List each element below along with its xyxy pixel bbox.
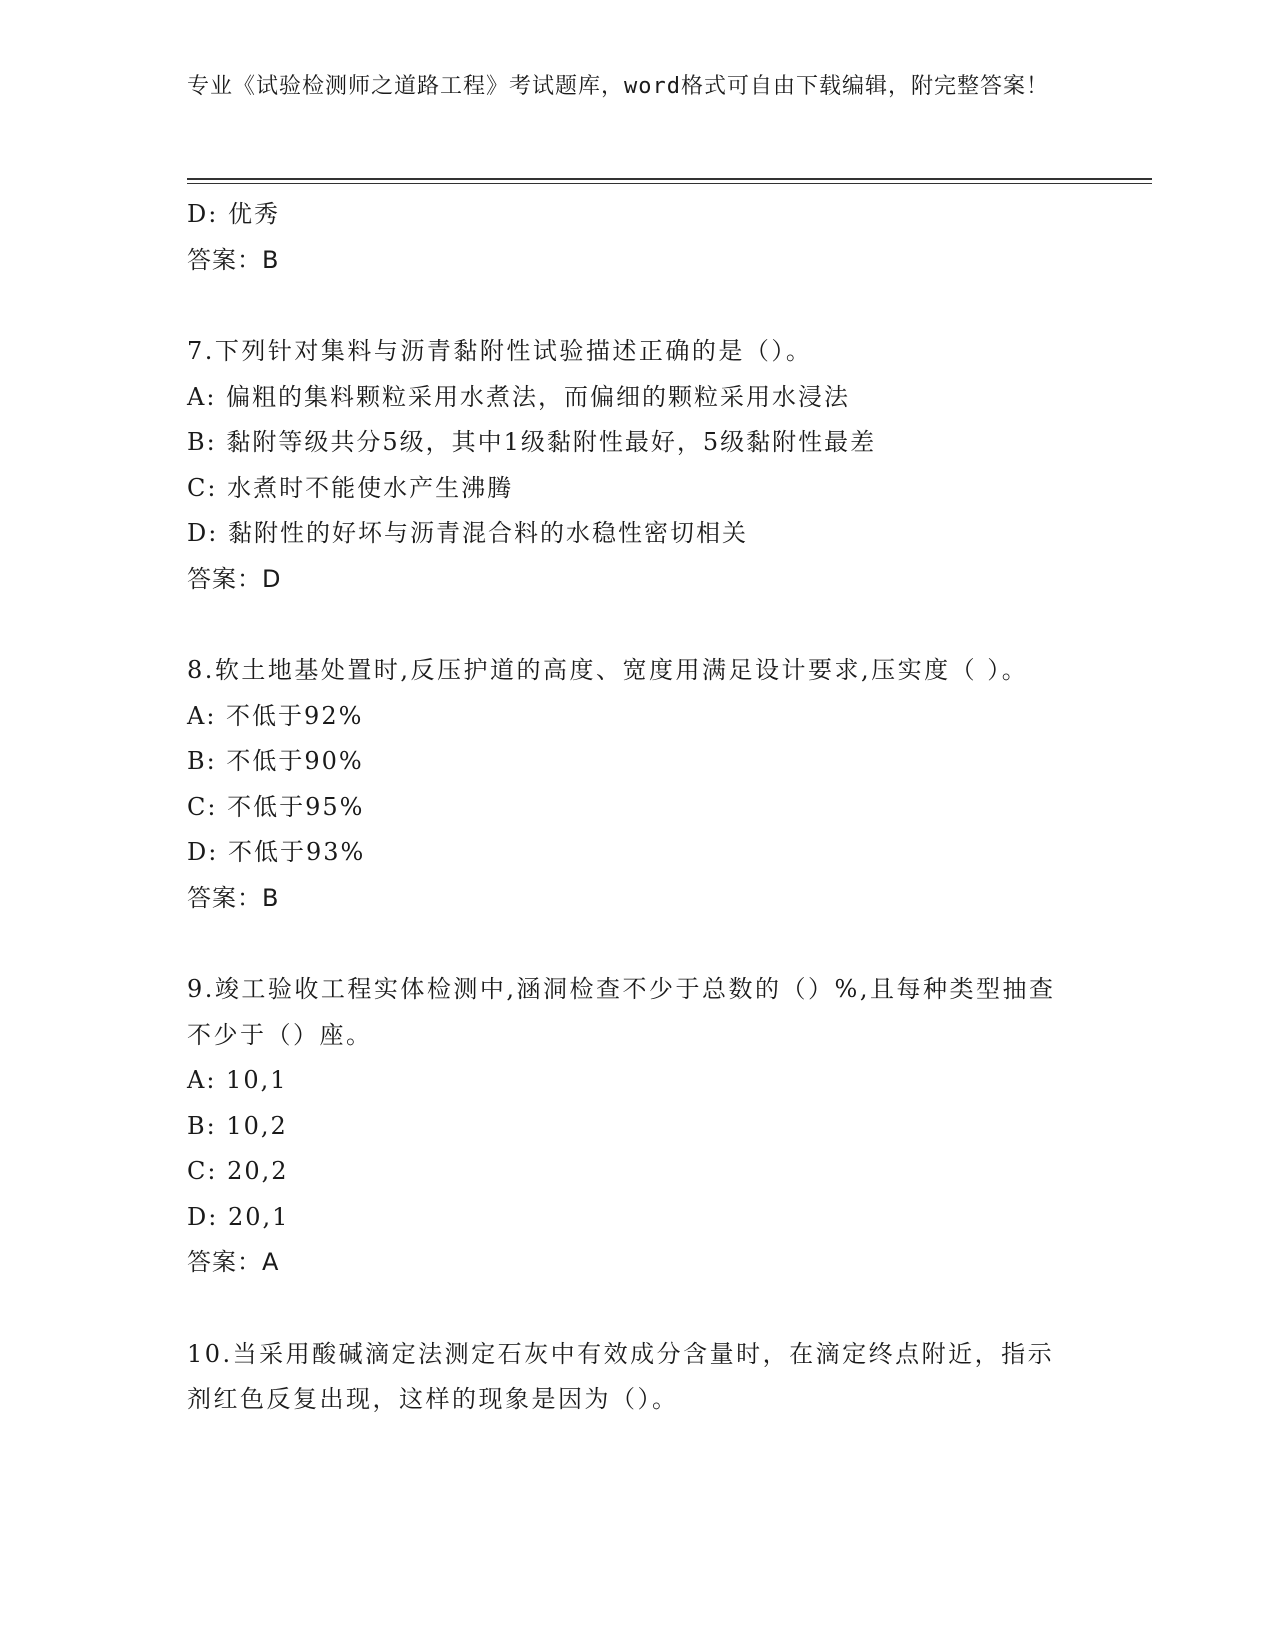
option-d: D: 20,1: [187, 1202, 290, 1231]
option-d: D: 不低于93%: [187, 838, 366, 866]
question-7: [187, 329, 1067, 602]
option-b: B: 黏附等级共分5级，其中1级黏附性最好，5级黏附性最差: [187, 428, 877, 456]
answer: 答案：D: [187, 564, 282, 593]
option-b: B: 不低于90%: [187, 747, 364, 775]
option-c: C: 20,2: [187, 1157, 289, 1185]
option-d: D: 优秀: [187, 200, 280, 228]
question-9: [187, 967, 1067, 1286]
page-header: 专业《试验检测师之道路工程》考试题库，word格式可自由下载编辑，附完整答案！: [187, 74, 1049, 99]
option-d: D: 黏附性的好坏与沥青混合料的水稳性密切相关: [187, 519, 748, 547]
question-stem: 10.当采用酸碱滴定法测定石灰中有效成分含量时，在滴定终点附近，指示剂红色反复出现，这样的现象是因为（）。: [187, 1339, 1055, 1413]
option-a: A: 10,1: [187, 1066, 288, 1094]
option-a: A: 偏粗的集料颗粒采用水煮法，而偏细的颗粒采用水浸法: [187, 382, 851, 411]
question-10: [187, 1332, 1067, 1423]
option-c: C: 水煮时不能使水产生沸腾: [187, 473, 514, 502]
header-divider-thick: [187, 178, 1152, 180]
question-stem: 8.软土地基处置时,反压护道的高度、宽度用满足设计要求,压实度（ ）。: [187, 656, 1029, 684]
question-list: [187, 192, 1067, 1423]
question-8: [187, 648, 1067, 921]
question-stem: 9.竣工验收工程实体检测中,涵洞检查不少于总数的（）%,且每种类型抽查不少于（）座。: [187, 975, 1056, 1049]
answer: 答案：B: [187, 883, 280, 912]
answer: 答案：B: [187, 245, 280, 274]
option-a: A: 不低于92%: [187, 701, 364, 730]
header-divider-thin: [187, 183, 1152, 184]
option-b: B: 10,2: [187, 1111, 288, 1140]
option-c: C: 不低于95%: [187, 792, 365, 821]
question-stem: 7.下列针对集料与沥青黏附性试验描述正确的是（）。: [187, 337, 813, 365]
answer: 答案：A: [187, 1248, 280, 1276]
previous-question-tail: [187, 192, 1067, 283]
